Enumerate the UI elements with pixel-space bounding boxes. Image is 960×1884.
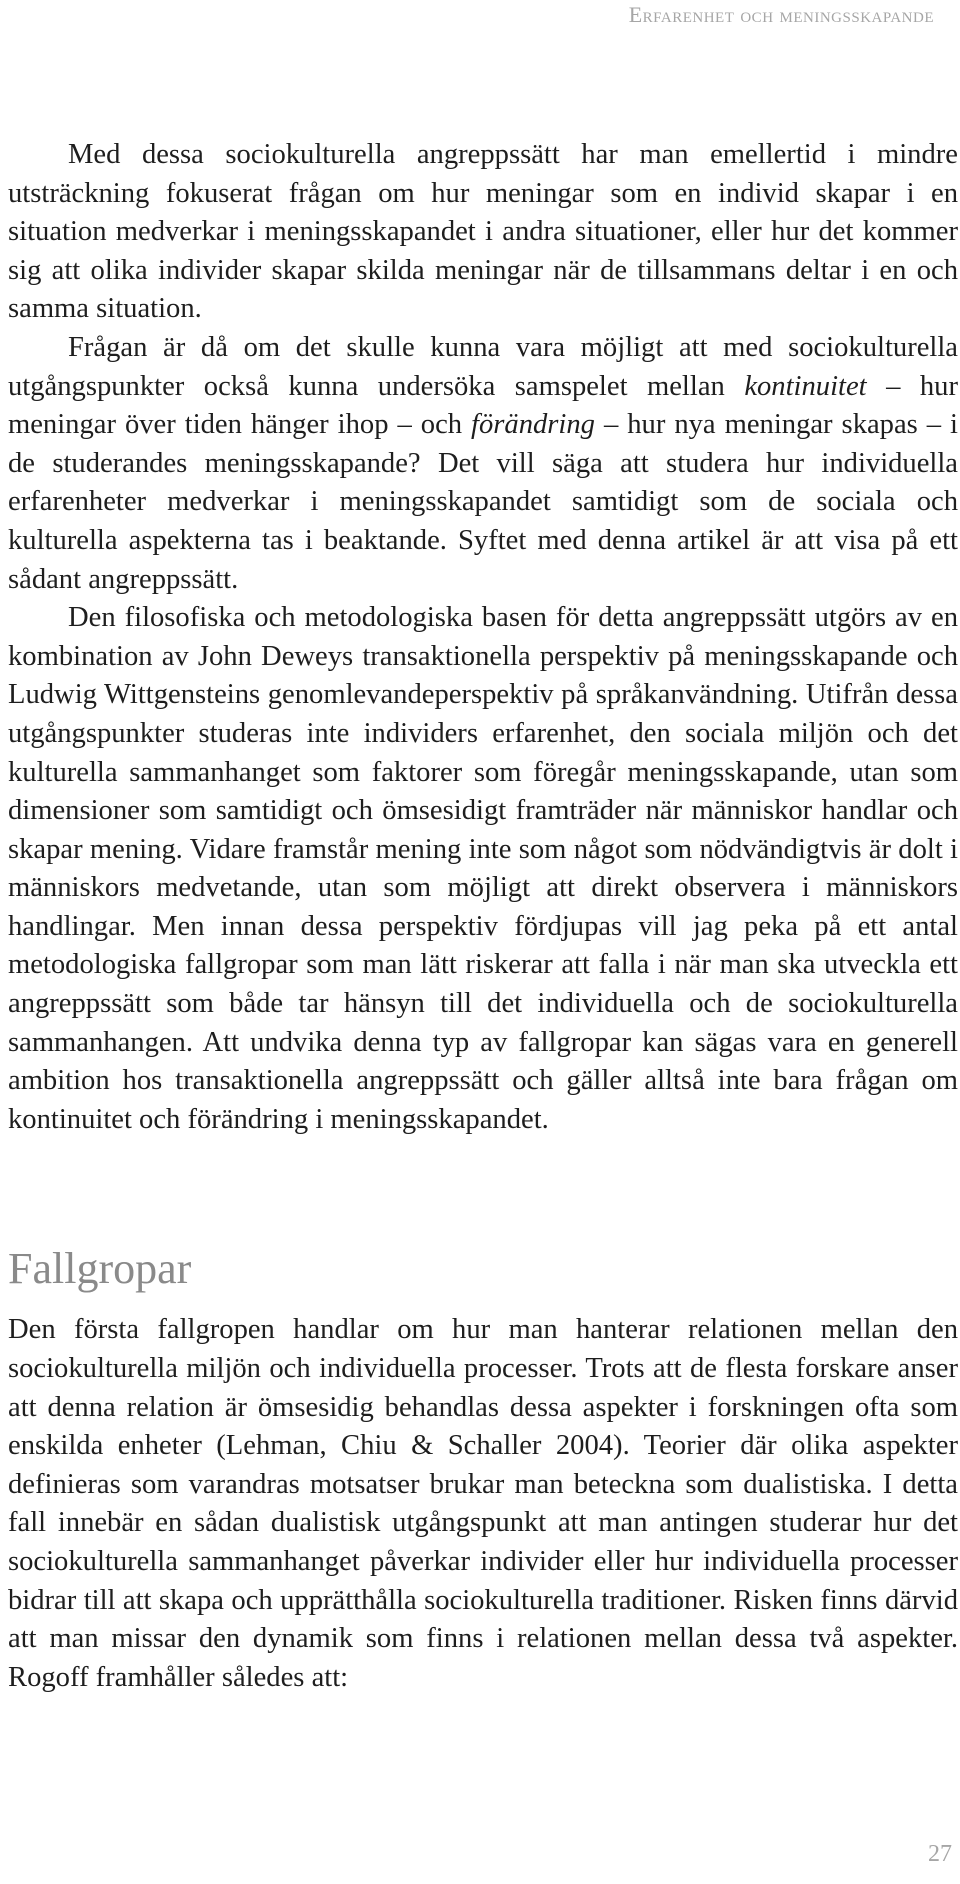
- paragraph-2-part-c: – hur nya meningar skapas – i de studerandes meningsskapande? Det vill säga att studera hur individuella erfarenheter medverkar i meningsskapandet samtidigt som de sociala och kulturella aspekterna tas i beaktande. Syftet med denna artikel är att visa på ett sådant angreppssätt.: [8, 409, 958, 595]
- paragraph-3: Den filosofiska och metodologiska basen för detta angreppssätt utgörs av en kombination av John Deweys transaktionella perspektiv på meningsskapande och Ludwig Wittgensteins genomlevandeperspektiv på språkanvändning. Utifrån dessa utgångspunkter studeras inte individers erfarenhet, den sociala miljön och det kulturella sammanhanget som faktorer som föregår meningsskapande, utan som dimensioner som samtidigt och ömsesidigt framträder när människor handlar och skapar mening. Vidare framstår mening inte som något som nödvändigtvis är dolt i människors medvetande, utan som möjligt att direkt observera i människors handlingar. Men innan dessa perspektiv fördjupas vill jag peka på ett antal metodologiska fallgropar som man lätt riskerar att falla i när man ska utveckla ett angreppssätt som både tar hänsyn till det individuella och de sociokulturella sammanhangen. Att undvika denna typ av fallgropar kan sägas vara en generell ambition hos transaktionella angreppssätt och gäller alltså inte bara frågan om kontinuitet och förändring i meningsskapandet.: [8, 602, 958, 1135]
- page-number: 27: [928, 1841, 952, 1867]
- term-kontinuitet: kontinuitet: [744, 370, 867, 402]
- paragraph-2-part-b: – hur meningar över tiden hänger ihop – och: [8, 370, 959, 441]
- term-forandring: förändring: [471, 409, 595, 441]
- page-body: [8, 136, 958, 1697]
- section-paragraph-1: Den första fallgropen handlar om hur man hanterar relationen mellan den sociokulturella miljön och individuella processer. Trots att de flesta forskare anser att denna relation är ömsesidig behandlas dessa aspekter i forskningen ofta som enskilda enheter (Lehman, Chiu & Schaller 2004). Teorier där olika aspekter definieras som varandras motsatser brukar man beteckna som dualistiska. I detta fall innebär en sådan dualistisk utgångspunkt att man antingen studerar hur det sociokulturella sammanhanget påverkar individer eller hur individuella processer bidrar till att skapa och upprätthålla sociokulturella traditioner. Risken finns därvid att man missar den dynamik som finns i relationen mellan dessa två aspekter. Rogoff framhåller således att:: [8, 1314, 958, 1693]
- section-heading: Fallgropar: [8, 1244, 192, 1294]
- paragraph-2-part-a: Frågan är då om det skulle kunna vara möjligt att med sociokulturella utgångspunkter också kunna undersöka samspelet mellan: [8, 331, 958, 402]
- paragraph-2: [8, 329, 958, 599]
- running-head: Erfarenhet och meningsskapande: [628, 2, 934, 27]
- paragraph-1: Med dessa sociokulturella angreppssätt har man emellertid i mindre utsträckning fokuserat frågan om hur meningar som en individ skapar i en situation medverkar i meningsskapandet i andra situationer, eller hur det kommer sig att olika individer skapar skilda meningar när de tillsammans deltar i en och samma situation.: [8, 139, 958, 325]
